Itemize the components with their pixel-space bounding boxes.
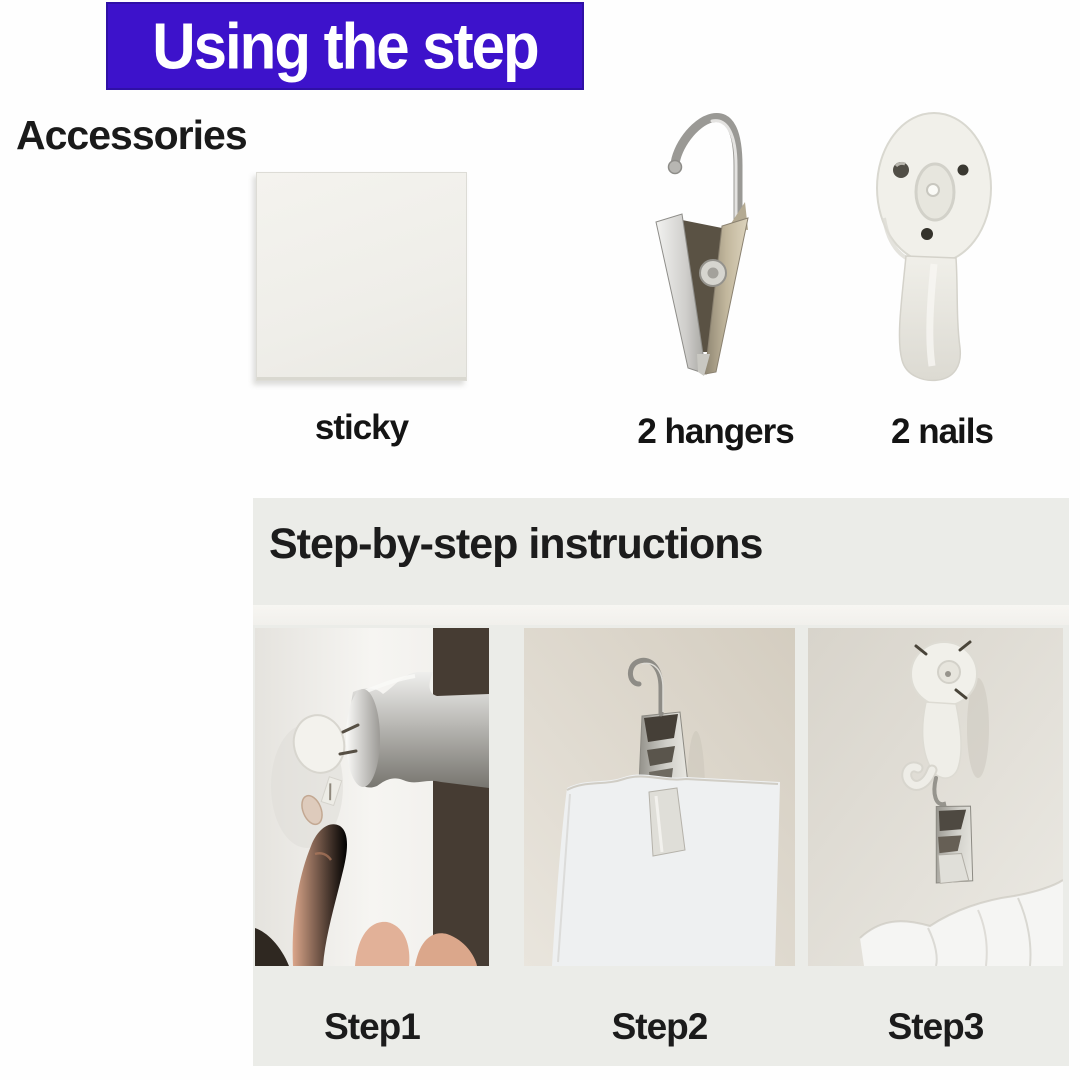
step1-illustration: [255, 628, 489, 966]
nail-hook-image: [872, 108, 1012, 384]
hangers-label: 2 hangers: [637, 412, 794, 451]
step1-label: Step1: [324, 1006, 420, 1047]
sticky-pad-image: [256, 172, 467, 381]
step3-illustration: [808, 628, 1063, 966]
step3-photo-clip-on-hook: [808, 628, 1063, 966]
title-banner: [106, 2, 584, 90]
hanger-clip-image: [648, 110, 783, 382]
step2-illustration: [524, 628, 795, 966]
sticky-label: sticky: [314, 408, 409, 447]
accessories-heading: Accessories: [16, 112, 247, 158]
instructions-panel: [253, 498, 1069, 1066]
hanger-clip-icon: [648, 110, 783, 382]
nails-label: 2 nails: [891, 412, 993, 451]
step2-photo-clip-holding-paper: [524, 628, 795, 966]
step2-label: Step2: [611, 1006, 708, 1047]
panel-highlight-band: [253, 605, 1069, 625]
step1-photo-hammering-hook: [255, 628, 489, 966]
step3-label: Step3: [887, 1006, 984, 1047]
instructions-heading: Step-by-step instructions: [269, 520, 763, 568]
page-title: Using the step: [152, 9, 538, 83]
nail-hook-icon: [872, 108, 1012, 384]
